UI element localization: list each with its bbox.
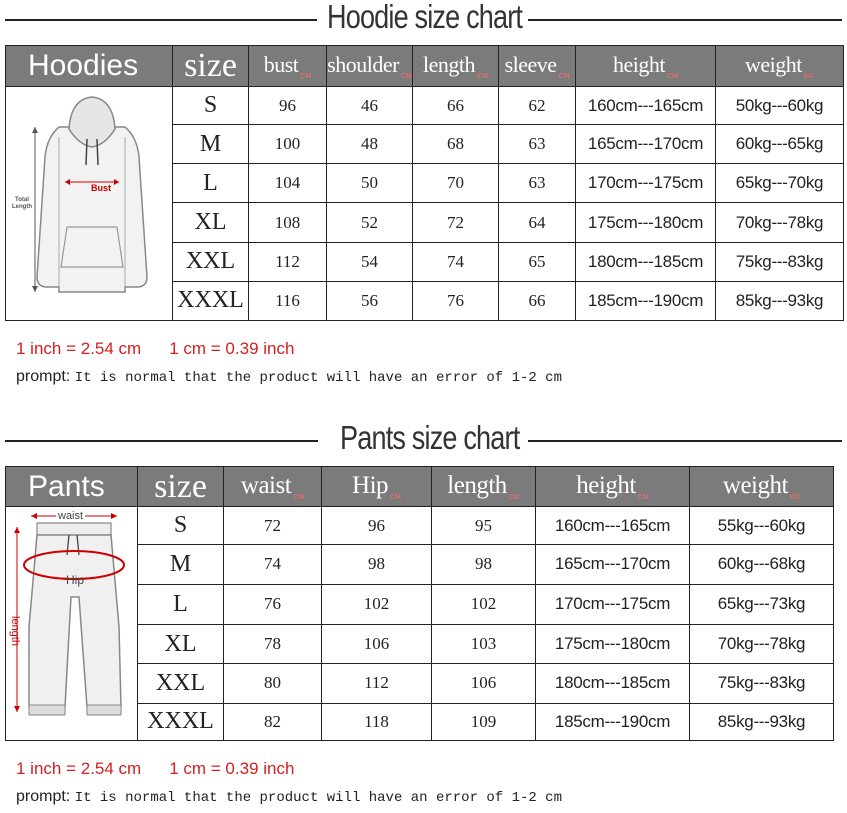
prompt-label: prompt: [16,788,71,805]
weight-cell: 75kg---83kg [690,664,834,703]
table-row [6,507,834,545]
column-header-length: length $_{CM}$ [413,46,499,87]
bust-cell: 108 [249,203,327,242]
title-divider-left [5,19,317,21]
column-header-length: length $_{CM}$ [432,467,536,507]
column-header-hip: Hip $_{CM}$ [322,467,432,507]
size-cell: XXXL [138,703,224,740]
length-cell: 70 [413,164,499,203]
waist-cell: 76 [224,584,322,624]
size-cell: L [138,584,224,624]
weight-cell: 75kg---83kg [716,242,844,281]
shoulder-cell: 46 [327,87,413,125]
waist-cell: 80 [224,664,322,703]
hip-cell: 98 [322,545,432,584]
cm-conversion: 1 cm = 0.39 inch [169,759,295,778]
column-header-weight: weight $_{KG}$ [716,46,844,87]
hip-cell: 96 [322,507,432,545]
column-header-height: height $_{CM}$ [576,46,716,87]
length-cell: 109 [432,703,536,740]
pants-prompt-note [16,788,562,806]
weight-cell: 50kg---60kg [716,87,844,125]
pants-size-header: size [138,467,224,507]
length-cell: 72 [413,203,499,242]
hoodie-unit-conversion [16,339,322,359]
sleeve-cell: 66 [499,281,576,320]
length-label: length [8,616,21,646]
weight-cell: 60kg---65kg [716,125,844,164]
sleeve-cell: 65 [499,242,576,281]
pants-header-row [6,467,834,507]
shoulder-cell: 50 [327,164,413,203]
weight-cell: 55kg---60kg [690,507,834,545]
height-cell: 180cm---185cm [536,664,690,703]
length-cell: 76 [413,281,499,320]
pants-chart-title: Pants size chart [340,419,520,456]
size-cell: XL [173,203,249,242]
column-header-bust: bust $_{CM}$ [249,46,327,87]
length-cell: 66 [413,87,499,125]
hip-cell: 106 [322,624,432,663]
prompt-text: It is normal that the product will have an error of 1-2 cm [74,790,562,806]
bust-cell: 96 [249,87,327,125]
waist-label: waist [58,510,84,522]
bust-cell: 116 [249,281,327,320]
table-row [6,87,844,125]
bust-label: Bust [91,183,111,193]
bust-cell: 104 [249,164,327,203]
column-header-waist: waist $_{CM}$ [224,467,322,507]
hip-cell: 118 [322,703,432,740]
sleeve-cell: 64 [499,203,576,242]
length-cell: 74 [413,242,499,281]
height-cell: 165cm---170cm [536,545,690,584]
height-cell: 170cm---175cm [576,164,716,203]
waist-cell: 82 [224,703,322,740]
waist-cell: 78 [224,624,322,663]
height-cell: 185cm---190cm [536,703,690,740]
pants-illustration [6,507,138,741]
bust-cell: 112 [249,242,327,281]
size-cell: L [173,164,249,203]
shoulder-cell: 56 [327,281,413,320]
hoodie-size-table [5,45,844,321]
weight-cell: 70kg---78kg [716,203,844,242]
bust-cell: 100 [249,125,327,164]
length-cell: 98 [432,545,536,584]
size-cell: XXXL [173,281,249,320]
pants-title-row [0,421,847,461]
hip-label: Hip [66,573,85,587]
shoulder-cell: 54 [327,242,413,281]
pants-size-table [5,466,834,741]
pants-diagram-icon [7,507,137,735]
hip-cell: 102 [322,584,432,624]
height-cell: 175cm---180cm [576,203,716,242]
hoodie-chart-title: Hoodie size chart [327,0,523,35]
hoodie-prompt-note [16,368,562,386]
length-cell: 106 [432,664,536,703]
column-header-sleeve: sleeve $_{CM}$ [499,46,576,87]
inch-conversion: 1 inch = 2.54 cm [16,339,142,358]
size-cell: M [138,545,224,584]
sleeve-cell: 63 [499,125,576,164]
cm-conversion: 1 cm = 0.39 inch [169,339,295,358]
size-cell: M [173,125,249,164]
prompt-text: It is normal that the product will have an error of 1-2 cm [74,370,562,386]
hoodie-title-row [0,0,847,40]
sleeve-cell: 63 [499,164,576,203]
height-cell: 160cm---165cm [536,507,690,545]
total-length-label: Total Length [12,197,32,210]
waist-cell: 72 [224,507,322,545]
size-cell: S [138,507,224,545]
weight-cell: 85kg---93kg [716,281,844,320]
size-cell: XL [138,624,224,663]
title-divider-right [528,440,842,442]
hoodie-size-header: size [173,46,249,87]
height-cell: 160cm---165cm [576,87,716,125]
size-cell: S [173,87,249,125]
inch-conversion: 1 inch = 2.54 cm [16,759,142,778]
title-divider-right [528,19,842,21]
shoulder-cell: 52 [327,203,413,242]
shoulder-cell: 48 [327,125,413,164]
sleeve-cell: 62 [499,87,576,125]
size-cell: XXL [173,242,249,281]
weight-cell: 70kg---78kg [690,624,834,663]
pants-header-label: Pants [6,467,138,507]
column-header-shoulder: shoulder $_{CM}$ [327,46,413,87]
length-cell: 95 [432,507,536,545]
hip-cell: 112 [322,664,432,703]
prompt-label: prompt: [16,368,71,385]
weight-cell: 65kg---73kg [690,584,834,624]
pants-unit-conversion [16,759,322,779]
length-cell: 68 [413,125,499,164]
hoodie-header-label: Hoodies [6,46,173,87]
height-cell: 180cm---185cm [576,242,716,281]
column-header-weight: weight $_{KG}$ [690,467,834,507]
height-cell: 175cm---180cm [536,624,690,663]
column-header-height: height $_{CM}$ [536,467,690,507]
title-divider-left [5,440,318,442]
waist-cell: 74 [224,545,322,584]
hoodie-illustration [6,87,173,321]
size-cell: XXL [138,664,224,703]
weight-cell: 85kg---93kg [690,703,834,740]
height-cell: 185cm---190cm [576,281,716,320]
length-cell: 103 [432,624,536,663]
length-cell: 102 [432,584,536,624]
height-cell: 170cm---175cm [536,584,690,624]
weight-cell: 60kg---68kg [690,545,834,584]
height-cell: 165cm---170cm [576,125,716,164]
hoodie-header-row [6,46,844,87]
weight-cell: 65kg---70kg [716,164,844,203]
